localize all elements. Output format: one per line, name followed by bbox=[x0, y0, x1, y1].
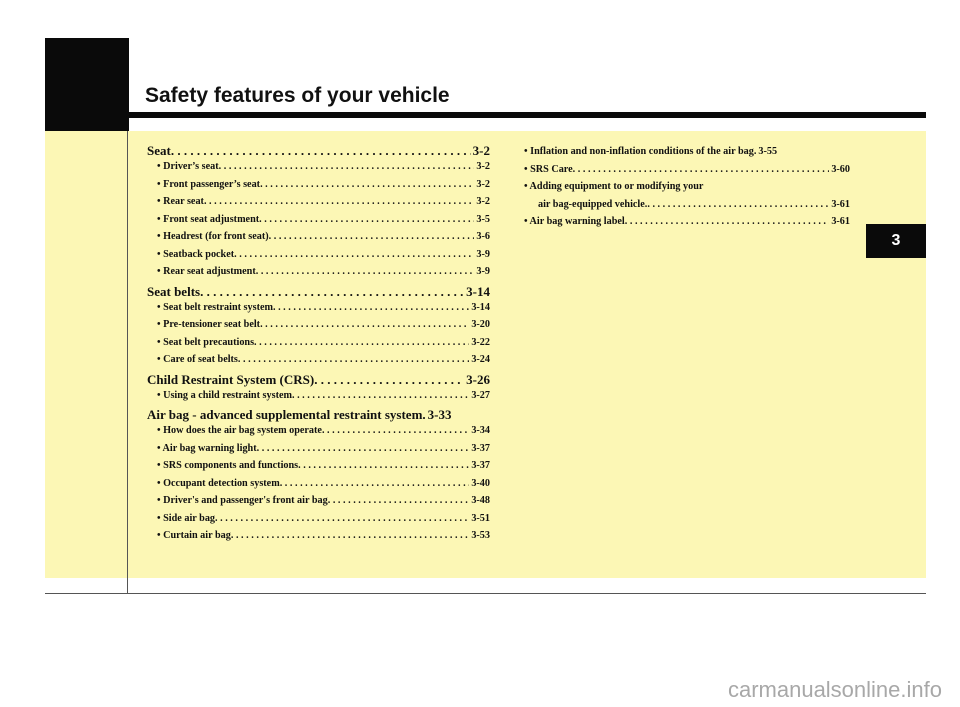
toc-entry[interactable]: • Seat belt restraint system . . . 3-14 bbox=[147, 302, 490, 320]
watermark: carmanualsonline.info bbox=[727, 677, 942, 702]
page-title: Safety features of your vehicle bbox=[145, 84, 450, 107]
toc-left-column bbox=[147, 143, 490, 548]
toc-entry[interactable]: • Seatback pocket . . . 3-9 bbox=[147, 249, 490, 267]
toc-entry[interactable]: • SRS components and functions . . . 3-37 bbox=[147, 460, 490, 478]
toc-entry[interactable]: • Care of seat belts . . . 3-24 bbox=[147, 354, 490, 372]
toc-entry[interactable]: Seat belts . . . 3-14 bbox=[147, 284, 490, 302]
toc-entry[interactable]: • Air bag warning light . . . 3-37 bbox=[147, 443, 490, 461]
toc-entry[interactable]: • Front passenger’s seat . . . 3-2 bbox=[147, 179, 490, 197]
toc-entry[interactable]: • Headrest (for front seat) . . . 3-6 bbox=[147, 231, 490, 249]
header-black-block bbox=[45, 38, 129, 131]
toc-entry[interactable]: • Rear seat adjustment . . . 3-9 bbox=[147, 266, 490, 284]
toc-entry[interactable]: • Rear seat . . . 3-2 bbox=[147, 196, 490, 214]
toc-entry[interactable]: • Driver’s seat . . . 3-2 bbox=[147, 161, 490, 179]
toc-entry[interactable]: Seat . . . 3-2 bbox=[147, 143, 490, 161]
toc-entry-continued[interactable]: air bag-equipped vehicle. . . . 3-61 bbox=[524, 199, 850, 217]
chapter-tab[interactable]: 3 bbox=[866, 224, 926, 258]
toc-entry[interactable]: • SRS Care . . . 3-60 bbox=[524, 164, 850, 182]
toc-entry[interactable]: • Inflation and non-inflation conditions of the air bag. 3-55 bbox=[524, 146, 778, 157]
toc-entry[interactable]: • Front seat adjustment . . . 3-5 bbox=[147, 214, 490, 232]
margin-rule bbox=[127, 131, 128, 594]
toc-entry[interactable]: • Using a child restraint system . . . 3-27 bbox=[147, 390, 490, 408]
toc-entry[interactable]: • How does the air bag system operate . . . 3-34 bbox=[147, 425, 490, 443]
bottom-rule bbox=[45, 593, 926, 594]
title-underline bbox=[129, 112, 926, 118]
toc-entry[interactable]: • Seat belt precautions . . . 3-22 bbox=[147, 337, 490, 355]
toc-entry[interactable]: • Side air bag . . . 3-51 bbox=[147, 513, 490, 531]
toc-entry[interactable]: • Curtain air bag . . . 3-53 bbox=[147, 530, 490, 548]
toc-entry[interactable]: • Driver's and passenger's front air bag . . . 3-48 bbox=[147, 495, 490, 513]
toc-right-column bbox=[524, 146, 850, 234]
toc-entry[interactable]: • Occupant detection system . . . 3-40 bbox=[147, 478, 490, 496]
toc-entry[interactable]: • Pre-tensioner seat belt . . . 3-20 bbox=[147, 319, 490, 337]
toc-entry[interactable]: Child Restraint System (CRS) . . . 3-26 bbox=[147, 372, 490, 390]
toc-entry[interactable]: • Adding equipment to or modifying your bbox=[524, 181, 704, 192]
toc-entry[interactable]: Air bag - advanced supplemental restraint system. 3-33 bbox=[147, 407, 452, 422]
toc-entry[interactable]: • Air bag warning label . . . 3-61 bbox=[524, 216, 850, 234]
